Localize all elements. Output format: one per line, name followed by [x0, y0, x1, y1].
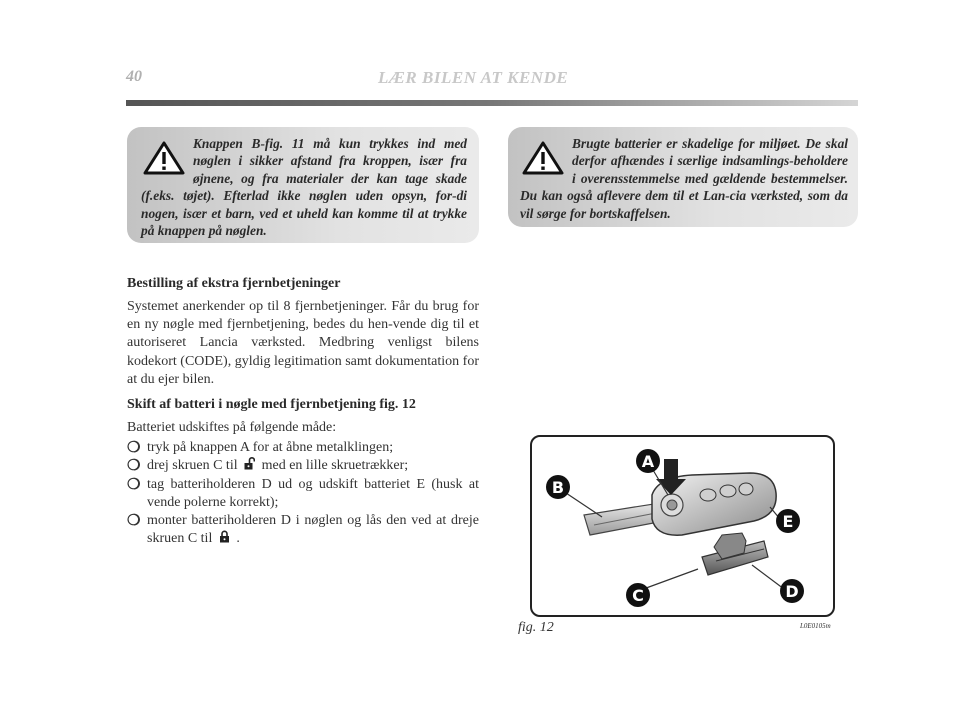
list-item	[127, 476, 479, 512]
section-intro: Batteriet udskiftes på følgende måde:	[127, 420, 337, 435]
bullet-icon: ❍	[127, 476, 141, 493]
figure-caption: fig. 12	[518, 620, 554, 635]
label-B	[546, 475, 570, 499]
label-text: E	[782, 512, 794, 531]
label-E	[776, 509, 800, 533]
bullet-icon: ❍	[127, 513, 141, 530]
section-paragraph: Systemet anerkender op til 8 fjernbetjeninger. Får du brug for en ny nøgle med fjernbetjening, bedes du hen-vende dig til et autoriseret Lancia værksted. Medbring venligst bilens kodekort (CODE), gyldig legitimation samt dokumentation for at du ejer bilen.	[127, 299, 479, 387]
lock-icon	[219, 530, 230, 543]
page-number: 40	[126, 68, 142, 85]
label-text: A	[641, 452, 655, 471]
list-item	[127, 512, 479, 548]
label-text: B	[551, 478, 565, 497]
warning-triangle-icon	[522, 141, 564, 175]
step-text: tryk på knappen A for at åbne metalklingen;	[147, 440, 394, 456]
list-item	[127, 439, 479, 457]
battery-holder	[702, 533, 768, 575]
section-title: Bestilling af ekstra fjernbetjeninger	[127, 276, 341, 291]
warning-box-key-button	[127, 127, 479, 243]
step-text: monter batteriholderen D i nøglen og lås den ved at dreje skruen C til	[147, 513, 479, 547]
section-title: Skift af batteri i nøgle med fjernbetjening fig. 12	[127, 397, 416, 412]
figure-key-battery	[530, 435, 835, 617]
figure-code: L0E0105m	[800, 622, 831, 630]
bullet-icon: ❍	[127, 440, 141, 457]
label-text: C	[632, 586, 644, 605]
car-key-battery-illustration	[532, 437, 833, 615]
label-text: D	[785, 582, 799, 601]
warning-text-key-button: Knappen B-fig. 11 må kun trykkes ind med nøglen i sikker afstand fra kroppen, især fra øjnene, og fra materialer der kan tage skade (f.eks. tøjet). Efterlad ikke nøglen uden opsyn, for-di nogen, især et barn, ved et uheld kan komme til at trykke på knappen på nøglen.	[141, 136, 467, 239]
label-A	[636, 449, 660, 473]
step-text-cont: med en lille skruetrækker;	[261, 458, 409, 474]
warning-text-batteries: Brugte batterier er skadelige for miljøet. De skal derfor afhændes i særlige indsamlings-beholdere i overensstemmelse med gældende bestemmelser. Du kan også aflevere dem til et Lan-cia værksted, som da vil sørge for bortskaffelsen.	[520, 136, 848, 221]
list-item	[127, 457, 479, 475]
unlock-icon	[244, 457, 255, 470]
section-extra-remotes	[127, 276, 479, 389]
warning-triangle-icon	[143, 141, 185, 175]
step-text: tag batteriholderen D ud og udskift batteriet E (husk at vende polerne korrekt);	[147, 476, 479, 510]
header-rule	[126, 100, 858, 106]
label-C	[626, 583, 650, 607]
step-text: drej skruen C til	[147, 458, 238, 474]
page-header	[126, 66, 858, 106]
label-D	[780, 579, 804, 603]
warning-box-batteries	[508, 127, 858, 227]
bullet-icon: ❍	[127, 458, 141, 475]
step-text-cont: .	[236, 531, 240, 547]
section-battery-change	[127, 397, 479, 548]
page-title: LÆR BILEN AT KENDE	[378, 68, 569, 87]
steps-list	[127, 439, 479, 548]
